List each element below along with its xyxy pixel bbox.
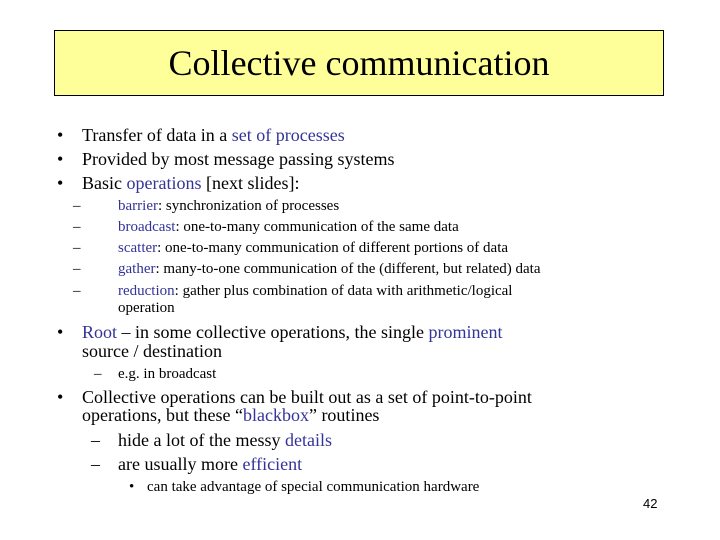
- sub-text: are usually more: [118, 454, 243, 474]
- op-term: scatter: [118, 240, 158, 256]
- bullet-text-post: [next slides]:: [201, 173, 300, 193]
- bullet-glyph: •: [57, 322, 64, 342]
- collective-line2-pre: operations, but these “: [82, 405, 243, 425]
- title-box: [54, 30, 664, 96]
- op-term: reduction: [118, 283, 175, 299]
- sub-item-root-example: [94, 365, 217, 383]
- bullet-text: Provided by most message passing systems: [82, 149, 395, 169]
- bullet-glyph: •: [57, 149, 64, 169]
- dash-glyph: –: [91, 454, 100, 474]
- op-desc: : synchronization of processes: [157, 198, 340, 214]
- sub-item-reduction-cont: operation: [118, 300, 175, 316]
- root-term: Root: [82, 322, 118, 342]
- bullet-highlight: set of processes: [231, 125, 345, 145]
- bullet-collective-cont: [82, 405, 379, 425]
- sub-item-hide: [91, 430, 332, 450]
- collective-line1: Collective operations can be built out as a set of point-to-point: [82, 387, 532, 407]
- bullet-glyph: •: [57, 173, 64, 193]
- sub-item-broadcast: [73, 218, 459, 236]
- collective-line2-post: ” routines: [308, 405, 380, 425]
- op-term: gather: [118, 261, 156, 277]
- bullet-basic: [57, 173, 300, 193]
- op-desc: : one-to-many communication of different portions of data: [157, 240, 509, 256]
- op-desc: : gather plus combination of data with arithmetic/logical: [174, 283, 513, 299]
- dash-glyph: –: [73, 283, 81, 299]
- bullet-glyph: •: [129, 479, 135, 495]
- subsub-item-hardware: [129, 478, 480, 496]
- sub-item-gather: [73, 260, 541, 278]
- bullet-text: Transfer of data in a: [82, 125, 232, 145]
- collective-highlight: blackbox: [242, 405, 309, 425]
- bullet-provided: [57, 149, 395, 169]
- dash-glyph: –: [73, 219, 81, 235]
- op-term: broadcast: [118, 219, 176, 235]
- dash-glyph: –: [94, 366, 102, 382]
- op-desc: : one-to-many communication of the same data: [175, 219, 459, 235]
- sub-item-efficient: [91, 454, 303, 474]
- root-text: – in some collective operations, the single: [117, 322, 429, 342]
- bullet-transfer: [57, 125, 345, 145]
- sub-highlight: details: [284, 430, 332, 450]
- dash-glyph: –: [73, 261, 81, 277]
- slide-title: Collective communication: [168, 43, 550, 83]
- root-example-text: e.g. in broadcast: [118, 366, 217, 382]
- bullet-text: Basic: [82, 173, 127, 193]
- dash-glyph: –: [73, 240, 81, 256]
- dash-glyph: –: [91, 430, 100, 450]
- dash-glyph: –: [73, 198, 81, 214]
- bullet-root-cont: source / destination: [82, 341, 222, 361]
- bullet-glyph: •: [57, 125, 64, 145]
- sub-highlight: efficient: [242, 454, 303, 474]
- bullet-root: [57, 322, 503, 342]
- bullet-glyph: •: [57, 387, 64, 407]
- op-desc: : many-to-one communication of the (different, but related) data: [155, 261, 541, 277]
- bullet-highlight: operations: [126, 173, 202, 193]
- subsub-text: can take advantage of special communication hardware: [147, 479, 480, 495]
- sub-text: hide a lot of the messy: [118, 430, 285, 450]
- page-number: 42: [643, 496, 658, 511]
- sub-item-barrier: [73, 197, 340, 215]
- sub-item-reduction: [73, 282, 513, 300]
- sub-item-scatter: [73, 239, 509, 257]
- op-term: barrier: [118, 198, 158, 214]
- root-highlight: prominent: [428, 322, 503, 342]
- bullet-collective: [57, 387, 532, 407]
